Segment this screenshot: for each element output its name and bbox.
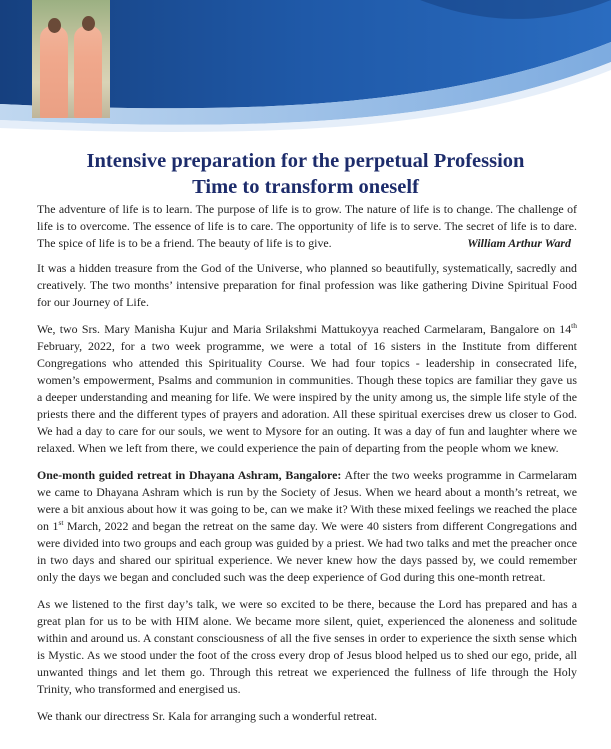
- paragraph-retreat-part1: After the two weeks programme in Carmelaram we came to Dhayana Ashram which is run by the Society of Jesus. When we heard about a month’s retreat, we were a bit anxious about how it was going to be, can we make it? With these mixed feelings we reached the place on 1: [37, 468, 578, 533]
- article-body: [37, 201, 577, 735]
- paragraph-experience: As we listened to the first day’s talk, we were so excited to be there, because the Lord has prepared and has a great plan for us to be with HIM alone. We became more silent, quiet, experienced the aloneness and solitude within and around us. A constant consciousness of all the five senses in order to experience the sixth sense which is Mystic. As we stood under the foot of the cross every drop of Jesus blood helped us to shed our ego, pride, all unwanted things and let them go. Through this retreat we experienced the fullness of life through the Holy Trinity, who transformed and energised us.: [37, 597, 577, 696]
- title-line-1: Intensive preparation for the perpetual Profession: [86, 150, 525, 172]
- paragraph-carmelaram-part2: February, 2022, for a two week programme, we were a total of 16 sisters in the Institute from different Congregations who attended this Spirituality Course. We had four topics - leadership in consecrated life, women’s empowerment, Psalms and communion in communities. Though these topics are familiar they gave us a deeper understanding and meaning for life. We were inspired by the unity among us, the simple life style of the priests there and the different types of prayers and adoration. All these spiritual exercises drew us closer to God. We had a day to care for our souls, we went to Mysore for an outing. It was a day of fun and laughter where we relaxed. When we left from there, we could experience the pain of departing from the people whom we knew.: [37, 339, 577, 455]
- paragraph-thanks: We thank our directress Sr. Kala for arranging such a wonderful retreat.: [37, 708, 378, 723]
- retreat-heading: One-month guided retreat in Dhayana Ashram, Bangalore:: [37, 468, 342, 483]
- paragraph-retreat: [37, 467, 577, 585]
- paragraph-retreat-part2: March, 2022 and began the retreat on the same day. We were 40 sisters from different Congregations and were divided into two groups and each group was guided by a priest. We had two talks and met the preacher once in two days and shared our spiritual experience. We never knew how the days passed by, we could remember only the days we began and concluded such was the deep experience of God during this one-month retreat.: [37, 518, 577, 584]
- title-line-2: Time to transform oneself: [192, 176, 419, 198]
- paragraph-carmelaram-part1: We, two Srs. Mary Manisha Kujur and Maria Srilakshmi Mattukoyya reached Carmelaram, Bangalore on 14: [37, 322, 572, 337]
- sister-head-right: [82, 16, 95, 31]
- quote-text: The adventure of life is to learn. The purpose of life is to grow. The nature of life is to change. The challenge of life is to overcome. The essence of life is to care. The opportunity of life is to serve. The secret of life is to dare. The spice of life is to be a friend. The beauty of life is to give.: [37, 202, 577, 250]
- ordinal-suffix-st: st: [58, 517, 64, 527]
- paragraph-intro: It was a hidden treasure from the God of the Universe, who planned so beautifully, systematically, sacredly and creatively. The two months’ intensive preparation for final profession was like gathering Divine Spiritual Food for our Journey of Life.: [37, 261, 577, 310]
- sister-head-left: [48, 18, 61, 33]
- sisters-photo: [32, 0, 110, 118]
- quote-author: William Arthur Ward: [467, 235, 571, 250]
- article-title: [0, 148, 611, 200]
- paragraph-carmelaram: [37, 321, 577, 456]
- opening-quote: [37, 201, 577, 252]
- ordinal-suffix-th: th: [571, 321, 577, 331]
- sister-figure-left: [40, 26, 68, 118]
- header-banner: [0, 0, 611, 140]
- sister-figure-right: [74, 26, 102, 118]
